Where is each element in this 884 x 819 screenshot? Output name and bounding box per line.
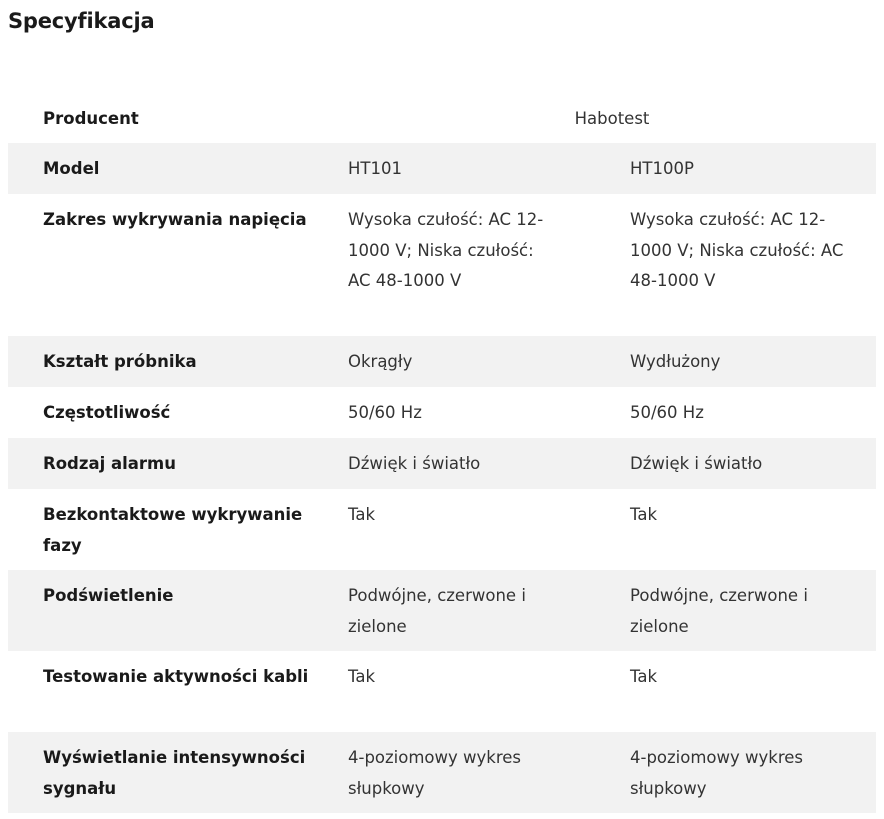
row-value-ht100p: Wysoka czułość: AC 12-1000 V; Niska czułość: AC 48-1000 V (630, 210, 844, 290)
page-title: Specyfikacja (8, 9, 155, 33)
row-value-ht101: Wysoka czułość: AC 12-1000 V; Niska czułość: AC 48-1000 V (348, 210, 544, 290)
row-value-ht100p: 50/60 Hz (630, 403, 704, 422)
row-label: Kształt próbnika (43, 352, 197, 371)
table-row-producer (8, 93, 876, 143)
row-value-ht101: Okrągły (348, 352, 413, 371)
row-value-ht101: HT101 (348, 159, 402, 178)
table-row (8, 387, 876, 438)
spec-table (8, 93, 876, 813)
table-row (8, 336, 876, 387)
row-value-ht100p: Tak (630, 505, 658, 524)
row-value-ht101: Tak (348, 505, 376, 524)
row-value-ht101: 4-poziomowy wykres słupkowy (348, 748, 522, 798)
table-row (8, 143, 876, 194)
table-row (8, 570, 876, 651)
row-label: Testowanie aktywności kabli (43, 667, 309, 686)
table-row (8, 651, 876, 732)
row-value-merged: Habotest (574, 109, 650, 128)
table-row (8, 489, 876, 570)
row-label: Zakres wykrywania napięcia (43, 210, 307, 229)
row-value-ht100p: Wydłużony (630, 352, 721, 371)
row-value-ht100p: Dźwięk i światło (630, 454, 763, 473)
row-label: Częstotliwość (43, 403, 171, 422)
row-value-ht100p: Podwójne, czerwone i zielone (630, 586, 808, 636)
row-label: Producent (43, 109, 139, 128)
row-value-ht100p: HT100P (630, 159, 694, 178)
row-value-ht101: 50/60 Hz (348, 403, 422, 422)
row-label: Model (43, 159, 100, 178)
table-row (8, 438, 876, 489)
row-label: Podświetlenie (43, 586, 174, 605)
row-value-ht100p: 4-poziomowy wykres słupkowy (630, 748, 804, 798)
row-label: Rodzaj alarmu (43, 454, 176, 473)
table-row (8, 194, 876, 336)
row-label: Bezkontaktowe wykrywanie fazy (43, 505, 303, 555)
table-row (8, 732, 876, 813)
row-label: Wyświetlanie intensywności sygnału (43, 748, 306, 798)
row-value-ht100p: Tak (630, 667, 658, 686)
row-value-ht101: Podwójne, czerwone i zielone (348, 586, 526, 636)
row-value-ht101: Tak (348, 667, 376, 686)
row-value-ht101: Dźwięk i światło (348, 454, 481, 473)
